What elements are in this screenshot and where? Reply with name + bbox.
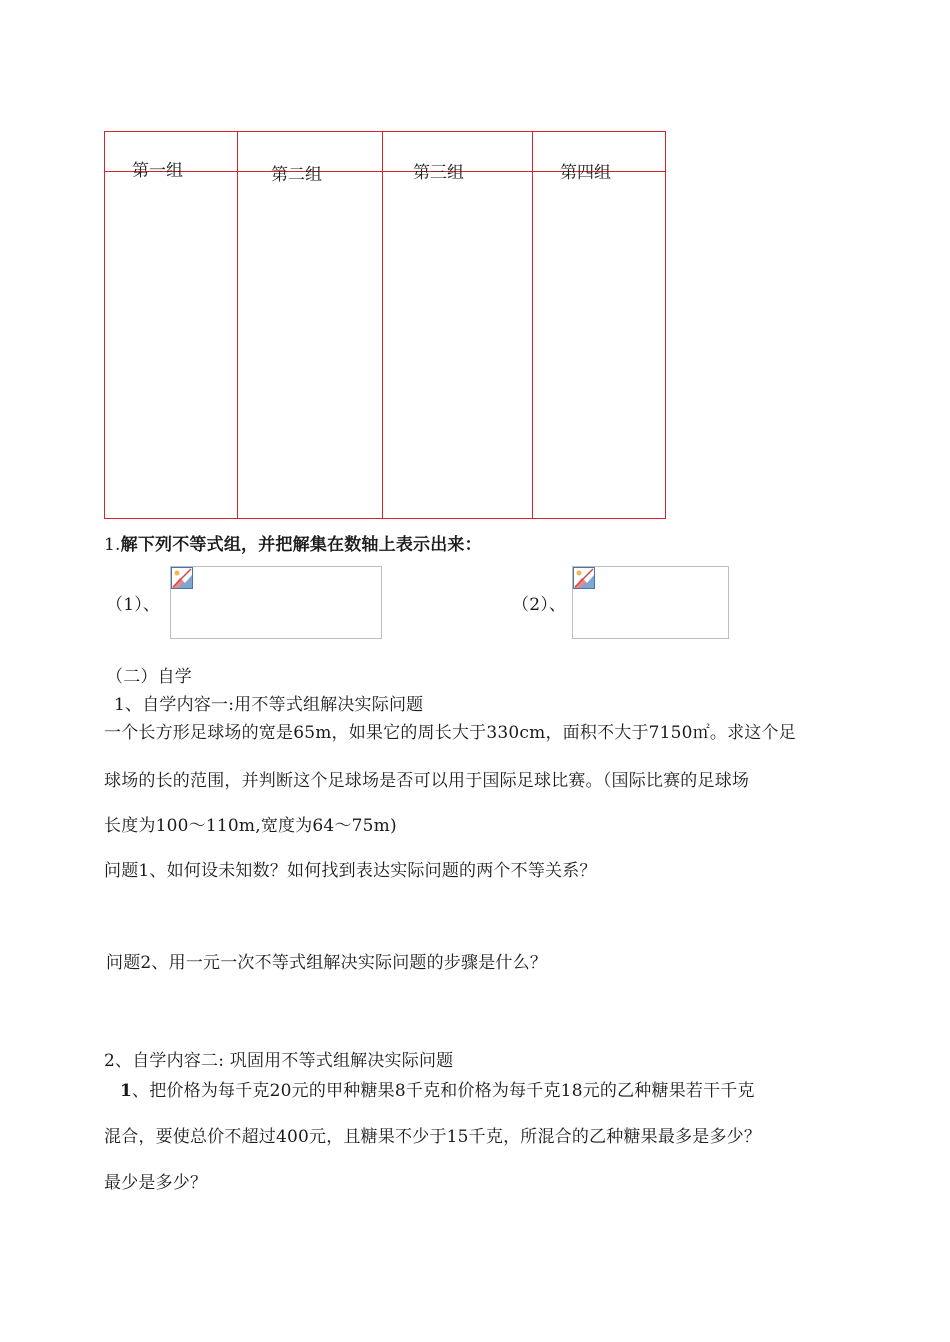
- question-2: 问题2、用一元一次不等式组解决实际问题的步骤是什么？: [106, 953, 548, 973]
- problem-line-3: 长度为100～110m,宽度为64～75m): [104, 816, 397, 836]
- question-1: 问题1、如何设未知数？如何找到表达实际问题的两个不等关系？: [104, 861, 597, 881]
- table-divider: [237, 132, 238, 518]
- item-2-label: （2）、: [512, 595, 567, 615]
- group-1-header: 第一组: [132, 161, 183, 181]
- exercise-1-number: 1.: [104, 535, 121, 555]
- group-3-header: 第三组: [413, 163, 464, 183]
- exercise-number: 1: [120, 1081, 133, 1101]
- self-study-heading: （二）自学: [106, 667, 192, 687]
- content-2-title: 2、自学内容二: 巩固用不等式组解决实际问题: [104, 1051, 454, 1071]
- inequality-image-2: [572, 566, 729, 639]
- broken-image-icon: [573, 567, 595, 589]
- group-4-header: 第四组: [560, 163, 611, 183]
- problem-line-1: 一个长方形足球场的宽是65m，如果它的周长大于330cm，面积不大于7150㎡。求这个足: [104, 723, 796, 743]
- exercise-1-title: 解下列不等式组，并把解集在数轴上表示出来：: [120, 535, 482, 555]
- broken-image-icon: [171, 567, 193, 589]
- problem-line-2: 球场的长的范围，并判断这个足球场是否可以用于国际足球比赛。（国际比赛的足球场: [104, 771, 750, 791]
- inequality-image-1: [170, 566, 382, 639]
- table-divider: [382, 132, 383, 518]
- exercise-text-1: 、把价格为每千克20元的甲种糖果8千克和价格为每千克18元的乙种糖果若干千克: [132, 1081, 755, 1101]
- content-1-title: 1、自学内容一:用不等式组解决实际问题: [114, 695, 424, 715]
- exercise-line-2: 混合，要使总价不超过400元，且糖果不少于15千克，所混合的乙种糖果最多是多少？: [104, 1127, 762, 1147]
- exercise-line-3: 最少是多少？: [104, 1173, 208, 1193]
- table-divider: [532, 132, 533, 518]
- exercise-1-heading: [104, 530, 482, 555]
- exercise-line-1: [120, 1076, 755, 1101]
- item-1-label: （1）、: [106, 595, 161, 615]
- group-2-header: 第二组: [271, 165, 322, 185]
- group-table: [104, 131, 666, 519]
